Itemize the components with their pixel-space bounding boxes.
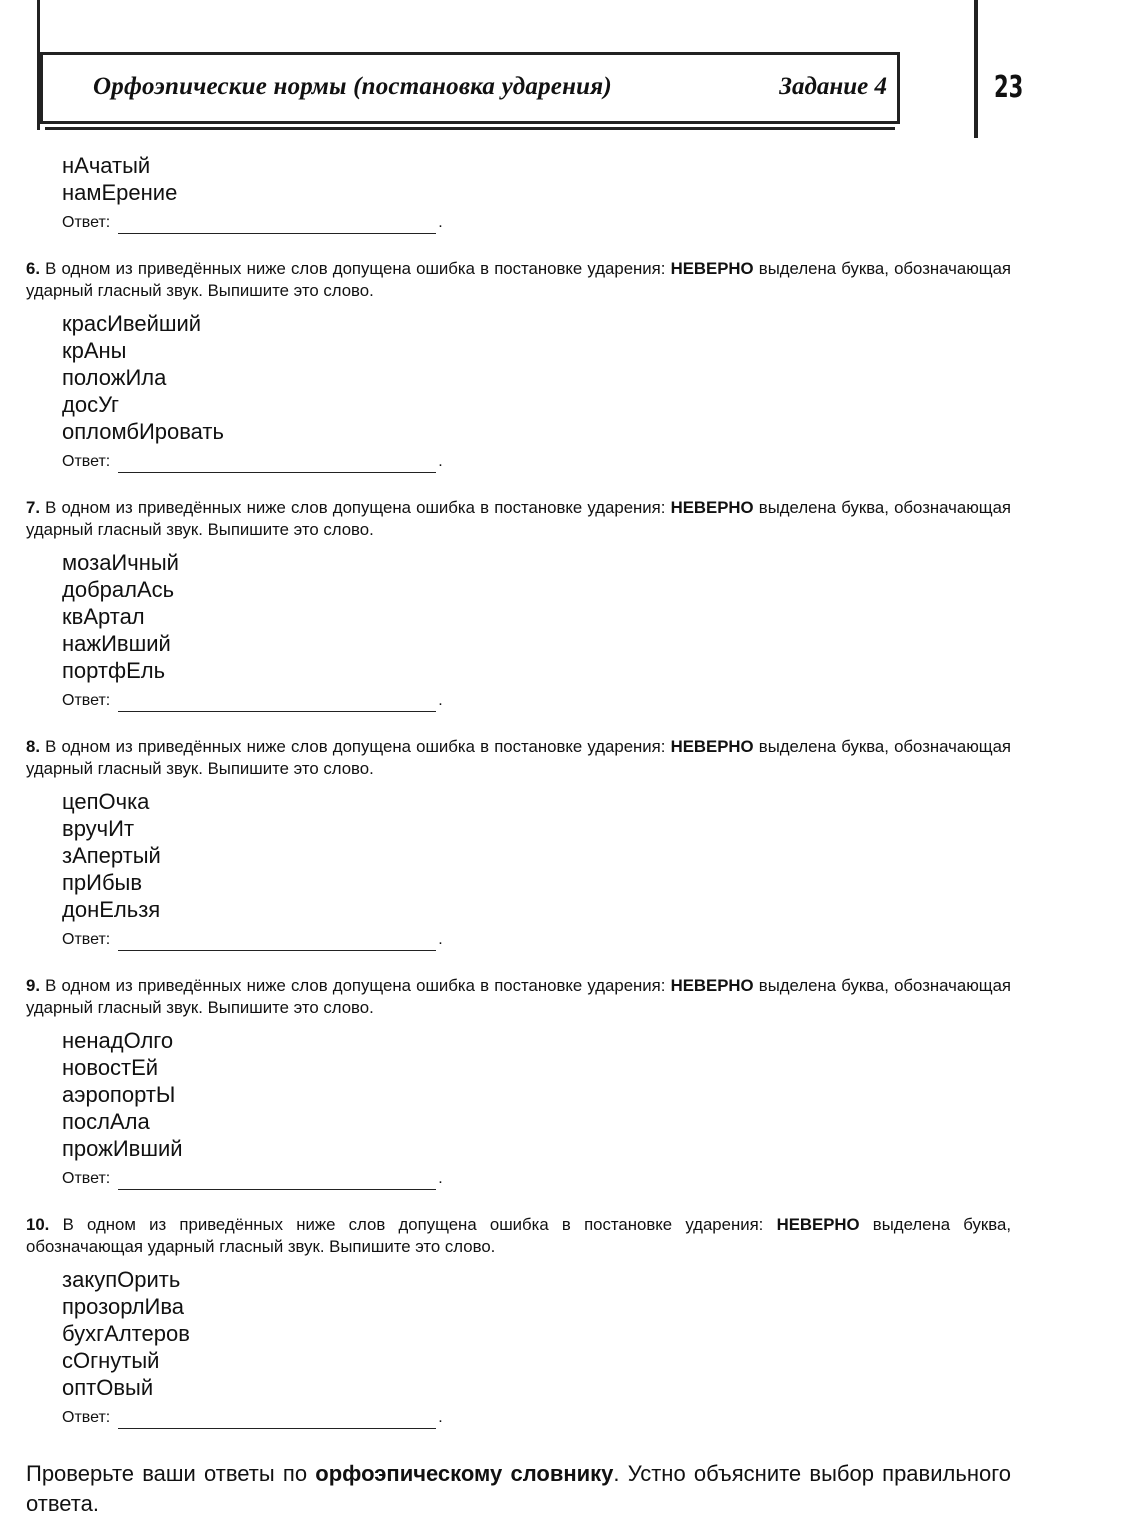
task-number: 9.: [26, 976, 40, 995]
answer-input-line[interactable]: [118, 1408, 436, 1429]
task-number: 10.: [26, 1215, 50, 1234]
task-number: 8.: [26, 737, 40, 756]
word-item: квАртал: [62, 604, 145, 629]
answer-input-line[interactable]: [118, 452, 436, 473]
footer-emphasis: орфоэпическому словнику: [315, 1461, 614, 1486]
word-item: нажИвший: [62, 631, 171, 656]
word-item: красИвейший: [62, 311, 202, 336]
answer-label: Ответ:: [62, 1170, 111, 1187]
instruction-emphasis: НЕВЕРНО: [670, 737, 754, 756]
instruction-text: выделена буква, обозначающая ударный гласный звук. Выпишите это слово.: [26, 498, 1012, 539]
answer-input-line[interactable]: [118, 691, 436, 712]
word-item: ненадОлго: [62, 1028, 174, 1053]
answer-row: [26, 451, 1011, 481]
instruction-text: выделена буква, обозначающая ударный гласный звук. Выпишите это слово.: [26, 1215, 1011, 1256]
instruction-emphasis: НЕВЕРНО: [670, 498, 754, 517]
task-9: [26, 975, 1011, 1198]
word-item: портфЕль: [62, 658, 166, 683]
word-list: [26, 788, 1011, 923]
page-edge-rule: [974, 0, 978, 138]
footer-text: Проверьте ваши ответы по: [26, 1461, 316, 1486]
word-item: новостЕй: [62, 1055, 159, 1080]
instruction-emphasis: НЕВЕРНО: [776, 1215, 860, 1234]
word-item: послАла: [62, 1109, 150, 1134]
word-item: опломбИровать: [62, 419, 224, 444]
answer-period: .: [438, 1409, 443, 1426]
answer-label: Ответ:: [62, 453, 111, 470]
word-item: прожИвший: [62, 1136, 183, 1161]
answer-row: [26, 1168, 1011, 1198]
answer-input-line[interactable]: [118, 1169, 436, 1190]
task-instruction: [26, 975, 1011, 1019]
section-title: Орфоэпические нормы (постановка ударения): [93, 73, 612, 100]
answer-period: .: [438, 1170, 443, 1187]
word-item: закупОрить: [62, 1267, 181, 1292]
task-instruction: [26, 258, 1011, 302]
task-instruction: [26, 736, 1011, 780]
answer-label: Ответ:: [62, 1409, 111, 1426]
word-item: вручИт: [62, 816, 135, 841]
continued-task: [26, 152, 1011, 242]
page-content: [26, 152, 1011, 1519]
instruction-text: выделена буква, обозначающая ударный гласный звук. Выпишите это слово.: [26, 737, 1012, 778]
instruction-emphasis: НЕВЕРНО: [670, 976, 754, 995]
word-item: цепОчка: [62, 789, 150, 814]
answer-label: Ответ:: [62, 692, 111, 709]
word-item: прозорлИва: [62, 1294, 185, 1319]
answer-row: [26, 1407, 1011, 1437]
answer-row: [26, 690, 1011, 720]
instruction-emphasis: НЕВЕРНО: [670, 259, 754, 278]
instruction-text: В одном из приведённых ниже слов допущена ошибка в постановке ударения:: [40, 259, 671, 278]
word-item: нАчатый: [62, 153, 151, 178]
instruction-text: выделена буква, обозначающая ударный гласный звук. Выпишите это слово.: [26, 259, 1012, 300]
word-item: бухгАлтеров: [62, 1321, 190, 1346]
word-item: досУг: [62, 392, 120, 417]
task-number: 7.: [26, 498, 40, 517]
word-item: оптОвый: [62, 1375, 154, 1400]
word-item: аэропортЫ: [62, 1082, 176, 1107]
task-7: [26, 497, 1011, 720]
task-label: Задание 4: [779, 73, 887, 100]
word-item: сОгнутый: [62, 1348, 160, 1373]
task-8: [26, 736, 1011, 959]
task-instruction: [26, 497, 1011, 541]
instruction-text: выделена буква, обозначающая ударный гласный звук. Выпишите это слово.: [26, 976, 1012, 1017]
word-item: намЕрение: [62, 180, 178, 205]
answer-period: .: [438, 453, 443, 470]
word-item: добралАсь: [62, 577, 175, 602]
instruction-text: В одном из приведённых ниже слов допущена ошибка в постановке ударения:: [40, 737, 671, 756]
answer-label: Ответ:: [62, 931, 111, 948]
page-number: 23: [994, 70, 1024, 105]
footer-text: . Устно объясните выбор правильного ответа.: [26, 1461, 1011, 1516]
word-item: зАпертый: [62, 843, 161, 868]
answer-label: Ответ:: [62, 214, 111, 231]
word-list: [26, 310, 1011, 445]
instruction-text: В одном из приведённых ниже слов допущена ошибка в постановке ударения:: [49, 1215, 777, 1234]
word-item: донЕльзя: [62, 897, 161, 922]
task-number: 6.: [26, 259, 40, 278]
answer-input-line[interactable]: [118, 213, 436, 234]
footer-note: [26, 1459, 1011, 1519]
word-item: крАны: [62, 338, 127, 363]
answer-period: .: [438, 931, 443, 948]
section-header: [40, 52, 900, 124]
task-instruction: [26, 1214, 1011, 1258]
task-10: [26, 1214, 1011, 1437]
word-item: прИбыв: [62, 870, 143, 895]
word-item: положИла: [62, 365, 167, 390]
answer-input-line[interactable]: [118, 930, 436, 951]
instruction-text: В одном из приведённых ниже слов допущена ошибка в постановке ударения:: [40, 498, 671, 517]
task-6: [26, 258, 1011, 481]
answer-period: .: [438, 214, 443, 231]
word-list: [26, 549, 1011, 684]
answer-row: [26, 212, 1011, 242]
word-item: мозаИчный: [62, 550, 179, 575]
word-list: [26, 1027, 1011, 1162]
answer-row: [26, 929, 1011, 959]
answer-period: .: [438, 692, 443, 709]
instruction-text: В одном из приведённых ниже слов допущена ошибка в постановке ударения:: [40, 976, 671, 995]
word-list: [26, 1266, 1011, 1401]
